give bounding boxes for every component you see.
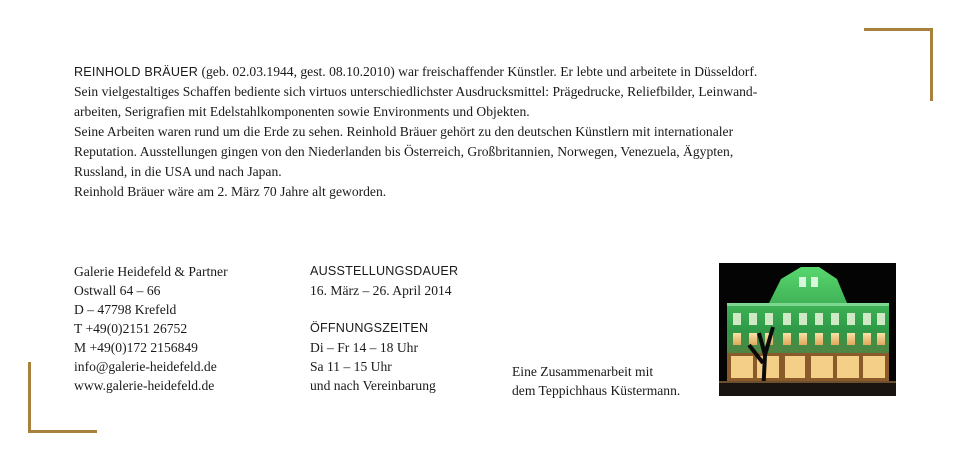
spacer xyxy=(310,300,458,319)
bio-line: Seine Arbeiten waren rund um die Erde zu sehen. Reinhold Bräuer gehört zu den deutschen Künstlern mit internationaler xyxy=(74,124,734,139)
building-photo xyxy=(719,263,896,396)
bio-line xyxy=(74,62,874,82)
exhibition-info xyxy=(310,262,458,395)
artist-biography xyxy=(74,62,874,202)
address-city: D – 47798 Krefeld xyxy=(74,302,177,317)
exhibition-duration-value: 16. März – 26. April 2014 xyxy=(310,283,452,298)
gallery-name: Galerie Heidefeld & Partner xyxy=(74,264,228,279)
address-street: Ostwall 64 – 66 xyxy=(74,283,161,298)
exhibition-duration-heading: AUSSTELLUNGSDAUER xyxy=(310,264,459,278)
mobile-number: M +49(0)172 2156849 xyxy=(74,340,198,355)
bio-line: Reinhold Bräuer wäre am 2. März 70 Jahre alt geworden. xyxy=(74,184,387,199)
email-link[interactable]: info@galerie-heidefeld.de xyxy=(74,359,217,374)
opening-hours-saturday: Sa 11 – 15 Uhr xyxy=(310,359,392,374)
website-link[interactable]: www.galerie-heidefeld.de xyxy=(74,378,215,393)
bio-line: Reputation. Ausstellungen gingen von den Niederlanden bis Österreich, Großbritannien, Norwegen, Venezuela, Ägypten, xyxy=(74,144,734,159)
phone-number: T +49(0)2151 26752 xyxy=(74,321,188,336)
bio-line: arbeiten, Serigrafien mit Edelstahlkomponenten sowie Environments und Objekten. xyxy=(74,104,530,119)
bio-line: Sein vielgestaltiges Schaffen bediente sich virtuos unterschiedlichster Ausdrucksmittel: Prägedrucke, Reliefbilder, Leinwand- xyxy=(74,84,758,99)
building-night-image xyxy=(719,263,896,396)
opening-hours-heading: ÖFFNUNGSZEITEN xyxy=(310,321,429,335)
partner-line: dem Teppichhaus Küstermann. xyxy=(512,383,681,398)
corner-frame-top-right xyxy=(864,28,933,101)
gallery-contact xyxy=(74,262,228,395)
artist-name: REINHOLD BRÄUER xyxy=(74,65,199,79)
opening-hours-appointment: und nach Vereinbarung xyxy=(310,378,436,393)
bio-line-text: (geb. 02.03.1944, gest. 08.10.2010) war freischaffender Künstler. Er lebte und arbeitete in Düsseldorf. xyxy=(198,64,758,79)
bio-line: Russland, in die USA und nach Japan. xyxy=(74,164,282,179)
partner-note xyxy=(512,362,680,400)
partner-line: Eine Zusammenarbeit mit xyxy=(512,364,654,379)
opening-hours-weekday: Di – Fr 14 – 18 Uhr xyxy=(310,340,418,355)
